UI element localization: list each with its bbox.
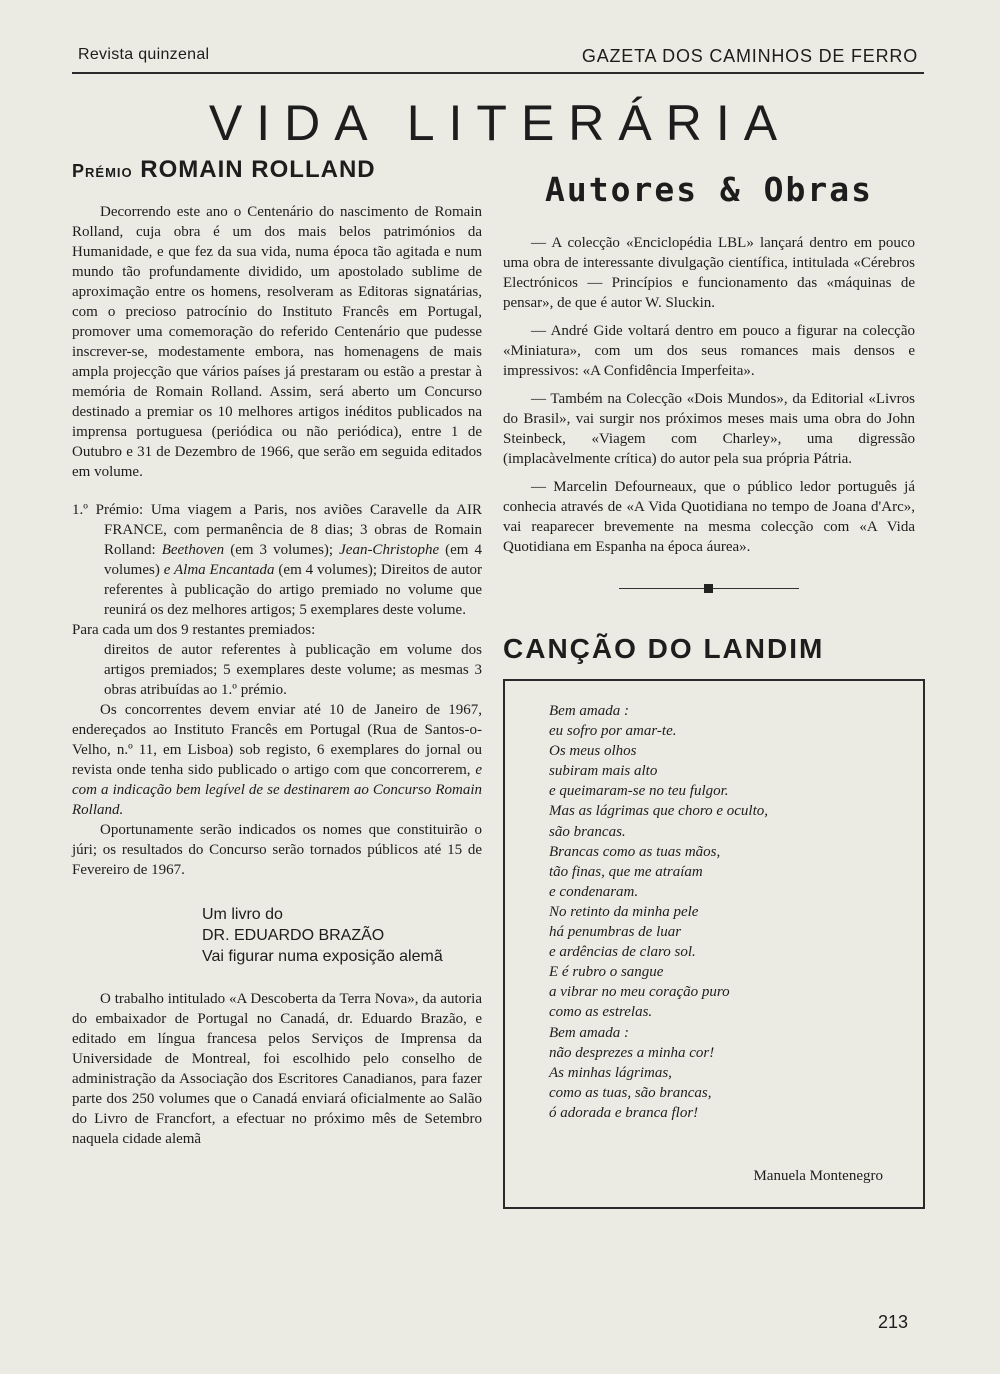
poem-line: são brancas. xyxy=(549,823,626,840)
poem-line: tão finas, que me atraíam xyxy=(549,863,703,880)
section-divider xyxy=(619,583,799,595)
premio-intro: Decorrendo este ano o Centenário do nascimento de Romain Rolland, cuja obra é um dos mais belos patrimónios da Humanidade, e que fez da sua vida, numa época tão agitada e num mundo tão profundamente dividido, um apostolado sublime de aproximação entre os homens, resolveram as Editoras signatárias, com o precioso patrocínio do Instituto Francês em Portugal, promover uma comemoração do referido Centenário que pudesse inscrever-se, modestamente embora, nas homenagens de mais ampla projecção que vários países já prestaram ou estão a prestar à memória de Romain Rolland. Assim, será aberto um Concurso destinado a premiar os 10 melhores artigos inéditos publicados na imprensa portuguesa (periódica ou não periódica), entre 1 de Outubro e 31 de Dezembro de 1966, que serão em seguida editados em volume. xyxy=(72,204,482,480)
poem-line: No retinto da minha pele xyxy=(549,903,699,920)
poem-line: e queimaram-se no teu fulgor. xyxy=(549,783,729,800)
left-column xyxy=(72,156,482,1149)
first-prize: 1.º Prémio: Uma viagem a Paris, nos aviões Caravelle da AIR FRANCE, com permanência de 8 dias; 3 obras de Romain Rolland: Beethoven (em 3 volumes); Jean-Christophe (em 4 volumes) e Alma Encantada (em 4 volumes); Direitos de autor referentes à publicação do artigo premiado no volume que reunirá os dez melhores artigos; 5 exemplares deste volume. xyxy=(72,502,482,618)
poem-box xyxy=(503,679,925,1209)
header-left: Revista quinzenal xyxy=(78,46,210,63)
premio-heading-big: ROMAIN ROLLAND xyxy=(140,156,376,183)
other-prizes-text: direitos de autor referentes à publicação em volume dos artigos premiados; 5 exemplares deste volume; as mesmas 3 obras atribuídas ao 1.º prémio. xyxy=(104,642,482,698)
poem-author: Manuela Montenegro xyxy=(753,1168,883,1184)
poem-line: e ardências de claro sol. xyxy=(549,944,696,961)
poem-line: subiram mais alto xyxy=(549,763,658,780)
brazao-body: O trabalho intitulado «A Descoberta da Terra Nova», da autoria do embaixador de Portugal no Canadá, dr. Eduardo Brazão, e editado em língua francesa pelos Serviços de Imprensa da Universidade de Montreal, foi escolhido pelo conselho de administração da Associação dos Escritores Canadianos, para fazer parte dos 250 volumes que o Canadá enviará oficialmente ao Salão do Livro de Francfort, a efectuar no próximo mês de Setembro naquela cidade alemã xyxy=(72,991,482,1147)
poem-line: há penumbras de luar xyxy=(549,924,682,941)
premio-deadline: Os concorrentes devem enviar até 10 de Janeiro de 1967, endereçados ao Instituto Francês em Portugal (Rua de Santos-o-Velho, n.º 11, em Lisboa) sob registo, 6 exemplares do jornal ou revista onde tenha sido publicado o artigo com que concorrerem, e com a indicação bem legível de se destinarem ao Concurso Romain Rolland. xyxy=(72,702,482,818)
autores-item: — Marcelin Defourneaux, que o público ledor português já conhecia através de «A Vida Quotidiana no tempo de Joana d'Arc», vai reaparecer brevemente na mesma colecção com «A Vida Quotidiana em Espanha na época áurea». xyxy=(503,479,915,555)
right-column xyxy=(503,170,915,1209)
poem-line: ó adorada e branca flor! xyxy=(549,1104,699,1121)
autores-list xyxy=(503,233,915,557)
premio-heading-small: Prémio xyxy=(72,161,133,181)
poem-line: e condenaram. xyxy=(549,883,639,900)
poem-line: a vibrar no meu coração puro xyxy=(549,984,730,1001)
header-rule xyxy=(72,72,924,74)
brazao-heading: Um livro do DR. EDUARDO BRAZÃO Vai figurar numa exposição alemã xyxy=(202,906,443,965)
autores-heading: Autores & Obras xyxy=(544,170,873,209)
autores-item: — A colecção «Enciclopédia LBL» lançará dentro em pouco uma obra de interessante divulgação científica, intitulada «Cérebros Electrónicos — Princípios e funcionamento das «máquinas de pensar», de que é autor W. Sluckin. xyxy=(503,235,915,311)
premio-heading xyxy=(72,156,482,184)
poem-line: como as tuas, são brancas, xyxy=(549,1084,712,1101)
premio-prizes xyxy=(72,500,482,700)
poem-line: As minhas lágrimas, xyxy=(549,1064,672,1081)
poem-line: não desprezes a minha cor! xyxy=(549,1044,715,1061)
poem-line: Brancas como as tuas mãos, xyxy=(549,843,721,860)
page-number: 213 xyxy=(877,1312,908,1332)
poem-lines xyxy=(549,701,923,1123)
premio-jury: Oportunamente serão indicados os nomes que constituirão o júri; os resultados do Concurso serão tornados públicos até 15 de Fevereiro de 1967. xyxy=(72,822,482,878)
poem-line: como as estrelas. xyxy=(549,1004,653,1021)
poem-line: Bem amada : xyxy=(549,1024,629,1041)
poem-line: Mas as lágrimas que choro e oculto, xyxy=(549,803,769,820)
poem-line: Os meus olhos xyxy=(549,743,637,760)
autores-item: — André Gide voltará dentro em pouco a figurar na colecção «Miniatura», com um dos seus romances mais densos e impressivos: «A Confidência Imperfeita». xyxy=(503,323,915,379)
autores-item: — Também na Colecção «Dois Mundos», da Editorial «Livros do Brasil», vai surgir nos próximos meses mais uma obra do John Steinbeck, «Viagem com Charley», uma digressão (implacàvelmente crítica) do autor pela sua própria Pátria. xyxy=(503,391,915,467)
page-title: VIDA LITERÁRIA xyxy=(208,95,792,151)
poem-line: eu sofro por amar-te. xyxy=(549,723,677,740)
poem-line: Bem amada : xyxy=(549,703,629,719)
other-prizes-label: Para cada um dos 9 restantes premiados: xyxy=(72,622,316,638)
poem-line: E é rubro o sangue xyxy=(549,964,664,981)
header-right: GAZETA DOS CAMINHOS DE FERRO xyxy=(581,46,918,66)
cancao-heading: CANÇÃO DO LANDIM xyxy=(503,633,825,664)
